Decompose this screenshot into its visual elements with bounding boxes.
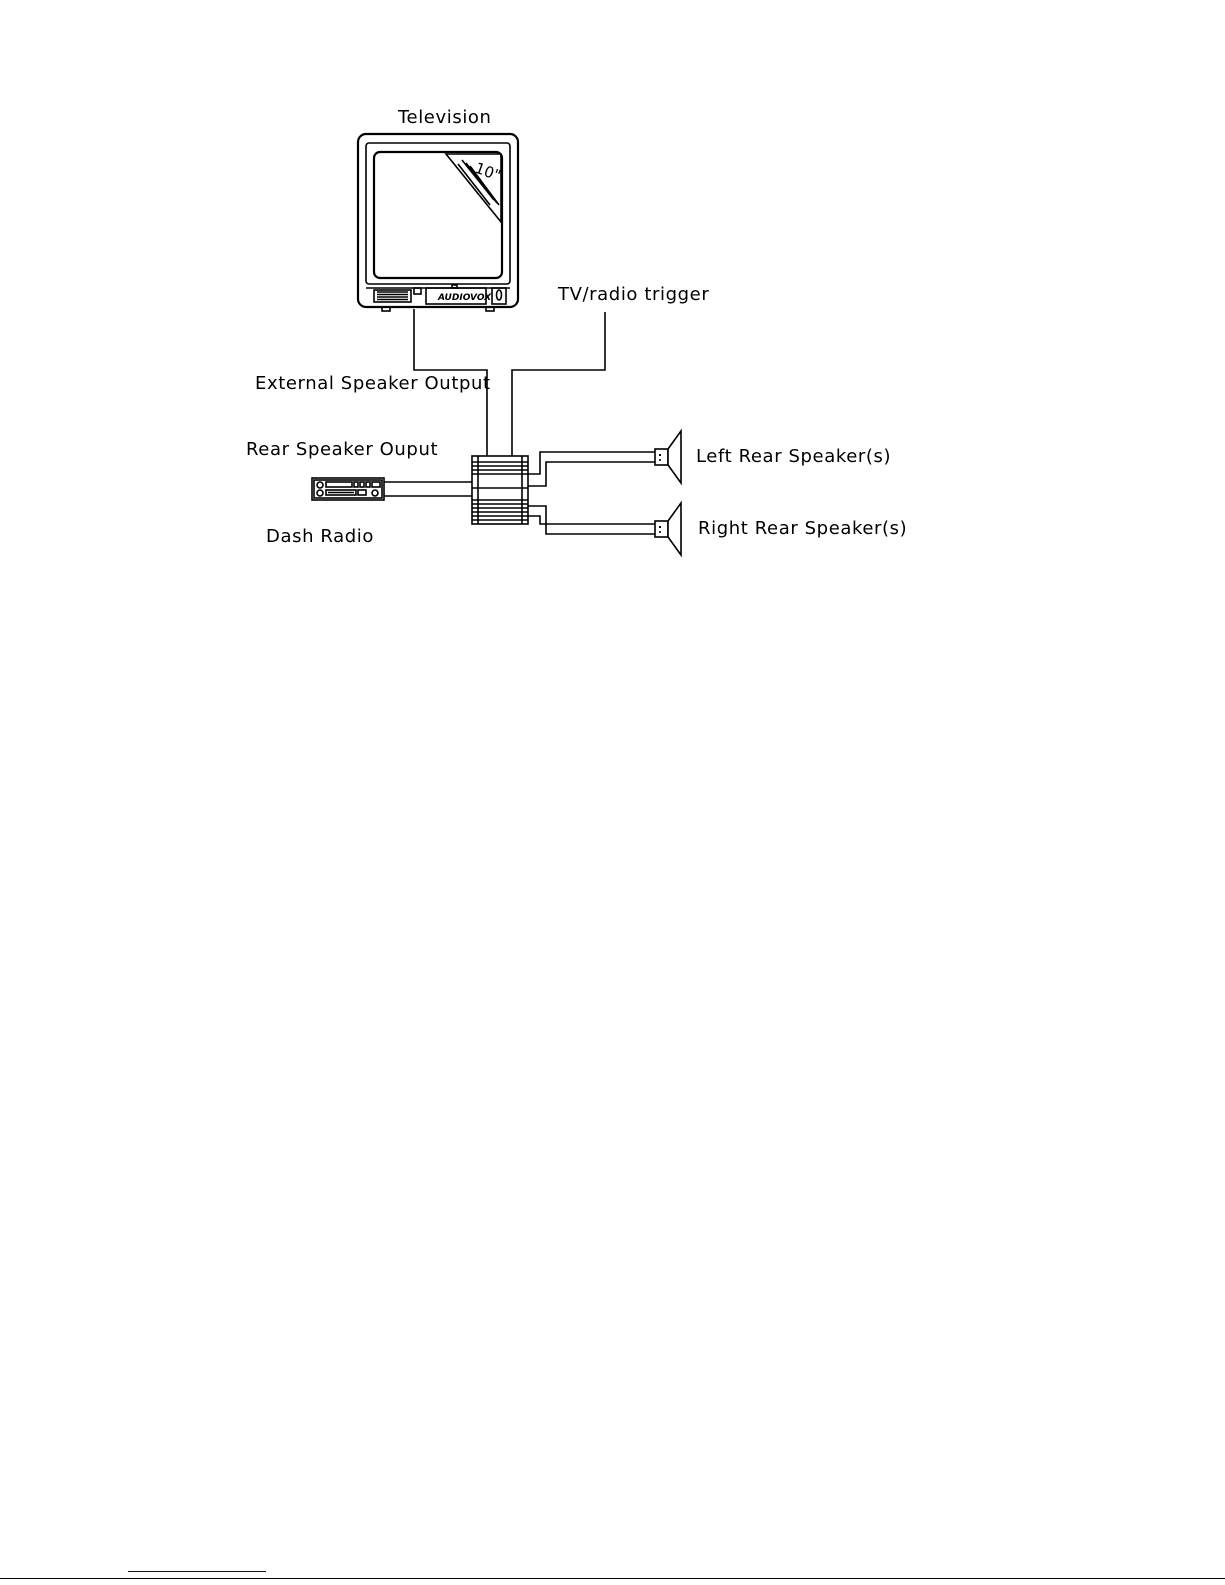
television bbox=[358, 134, 518, 311]
tv-corner-sticker bbox=[458, 159, 503, 205]
right-rear-speaker-label: Right Rear Speaker(s) bbox=[698, 518, 908, 539]
tv-screen-size: 10" bbox=[472, 158, 504, 185]
rear-speaker-output-label: Rear Speaker Ouput bbox=[246, 439, 439, 460]
tv-knob-icon bbox=[497, 290, 502, 300]
external-speaker-output-label: External Speaker Output bbox=[255, 373, 491, 394]
footer-divider bbox=[0, 1578, 1225, 1579]
television-label: Television bbox=[398, 107, 492, 128]
tv-speaker-grille bbox=[374, 290, 411, 302]
dash-radio-label: Dash Radio bbox=[266, 526, 374, 547]
footer-link-underline[interactable] bbox=[128, 1571, 266, 1572]
tv-brand-label: AUDIOVOX bbox=[438, 293, 492, 303]
right-rear-speaker-icon bbox=[655, 503, 681, 555]
dash-radio bbox=[312, 478, 384, 500]
left-rear-speaker-label: Left Rear Speaker(s) bbox=[696, 446, 892, 467]
tv-radio-trigger-label: TV/radio trigger bbox=[558, 284, 710, 305]
left-rear-speaker-icon bbox=[655, 431, 681, 483]
tv-power-led bbox=[414, 288, 421, 294]
interface-amplifier bbox=[472, 456, 528, 524]
